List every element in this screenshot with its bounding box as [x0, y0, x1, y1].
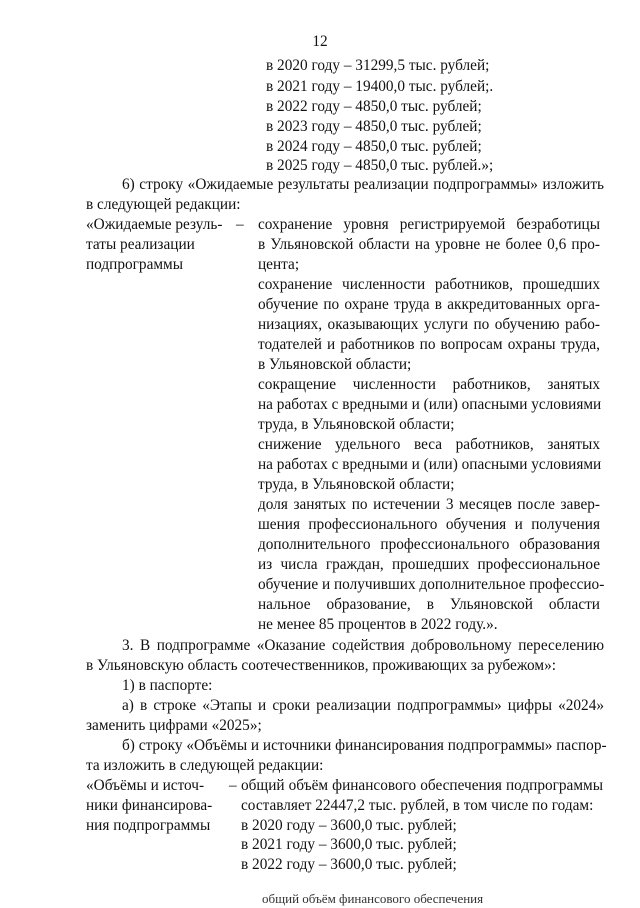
expected-right-line: низациях, оказывающих услуги по обучению рабо-: [258, 316, 600, 333]
financing-left-line: ники финансирова-: [86, 797, 213, 814]
expected-right-line: дополнительного профессионального образования: [258, 536, 600, 553]
expected-right-line: труда, в Ульяновской области;: [258, 416, 455, 433]
item3-sub1: 1) в паспорте:: [122, 677, 213, 694]
financing-dash: –: [229, 777, 237, 794]
expected-right-line: в Ульяновской области;: [258, 356, 412, 373]
expected-right-line: из числа граждан, прошедших профессиональное: [258, 556, 600, 573]
expected-right-line: сохранение численности работников, прошедших: [258, 276, 600, 293]
expected-dash: –: [236, 216, 244, 233]
expected-right-line: тодателей и работников по вопросам охраны труда,: [258, 336, 600, 353]
item6-line2: в следующей редакции:: [86, 196, 241, 213]
item3-line1: 3. В подпрограмме «Оказание содействия добровольному переселению: [122, 637, 604, 654]
expected-right-line: снижение удельного веса работников, занятых: [258, 436, 600, 453]
expected-right-line: на работах с вредными и (или) опасными условиями: [258, 396, 602, 413]
financing-year-line: в 2020 году – 3600,0 тыс. рублей;: [241, 817, 457, 834]
bottom-cut-fragment: общий объём финансового обеспечения: [262, 891, 484, 906]
expected-left-line: «Ожидаемые резуль-: [86, 216, 223, 233]
financing-left-line: ния подпрограммы: [86, 817, 211, 834]
expected-right-line: нальное образование, в Ульяновской области: [258, 596, 600, 613]
top-year-line: в 2023 году – 4850,0 тыс. рублей;: [266, 118, 482, 135]
expected-right-line: в Ульяновской области на уровне не более 0,6 про-: [258, 236, 600, 253]
top-year-line: в 2022 году – 4850,0 тыс. рублей;: [266, 98, 482, 115]
expected-right-line: труда, в Ульяновской области;: [258, 476, 455, 493]
page-number: 12: [312, 33, 328, 50]
item3-line2: в Ульяновскую область соотечественников, проживающих за рубежом»:: [86, 657, 556, 674]
financing-right-line: общий объём финансового обеспечения подпрограммы: [241, 777, 603, 794]
financing-year-line: в 2021 году – 3600,0 тыс. рублей;: [241, 836, 457, 853]
top-year-line: в 2024 году – 4850,0 тыс. рублей;: [266, 138, 482, 155]
expected-right-line: не менее 85 процентов в 2022 году.».: [258, 616, 498, 633]
item3-sub-b-line2: та изложить в следующей редакции:: [86, 757, 324, 774]
expected-left-line: таты реализации: [86, 236, 195, 253]
expected-right-line: сокращение численности работников, занятых: [258, 376, 600, 393]
item6-line1: 6) строку «Ожидаемые результаты реализации подпрограммы» изложить: [122, 176, 604, 193]
expected-right-line: на работах с вредными и (или) опасными условиями: [258, 456, 602, 473]
item3-sub-a-line1: а) в строке «Этапы и сроки реализации подпрограммы» цифры «2024»: [122, 697, 604, 714]
expected-left-line: подпрограммы: [86, 256, 184, 273]
expected-right-line: шения профессионального обучения и получения: [258, 516, 600, 533]
expected-right-line: цента;: [258, 256, 300, 273]
top-year-line: в 2025 году – 4850,0 тыс. рублей.»;: [266, 157, 494, 174]
financing-year-line: в 2022 году – 3600,0 тыс. рублей;: [241, 856, 457, 873]
item3-sub-b-line1: б) строку «Объёмы и источники финансирования подпрограммы» паспор-: [122, 737, 607, 754]
expected-right-line: сохранение уровня регистрируемой безработицы: [258, 216, 600, 233]
item3-sub-a-line2: заменить цифрами «2025»;: [86, 717, 262, 734]
top-year-line: в 2021 году – 19400,0 тыс. рублей;.: [266, 78, 494, 95]
expected-right-line: обучение и получивших дополнительное профессио-: [258, 576, 605, 593]
financing-left-line: «Объёмы и источ-: [86, 777, 205, 794]
financing-right-line: составляет 22447,2 тыс. рублей, в том числе по годам:: [241, 797, 594, 814]
expected-right-line: обучение по охране труда в аккредитованных орга-: [258, 296, 600, 313]
expected-right-line: доля занятых по истечении 3 месяцев после завер-: [258, 496, 600, 513]
top-year-line: в 2020 году – 31299,5 тыс. рублей;: [266, 57, 490, 74]
